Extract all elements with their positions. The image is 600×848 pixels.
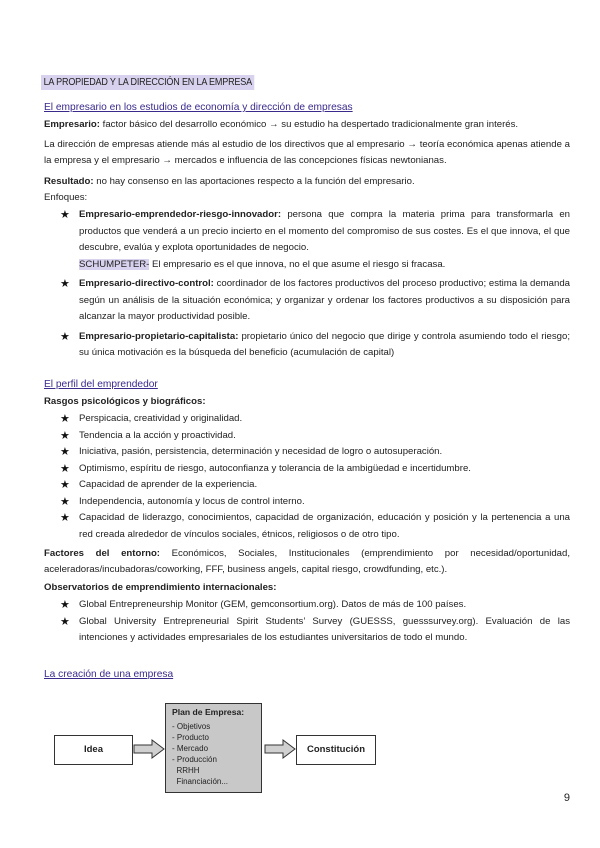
item-text: Tendencia a la acción y proactividad. [79,429,236,441]
item-text: persona que compra la materia prima para transformarla en productos que venderá a un precio incierto en el momento del compromiso de sus costes. Es el que innova, el que descubre, evalúa y explota oportunidades de negocio. [79,209,570,253]
term-empresario: Empresario: [44,119,100,130]
star-icon: ★ [60,495,70,508]
star-icon: ★ [60,462,70,475]
rasgos-label [44,394,570,410]
observatorios-list [60,597,570,647]
empresario-definition: factor básico del desarrollo económico → su estudio ha despertado tradicionalmente gran interés. [99,119,519,130]
plan-item: - Objetivos [172,722,211,731]
observatorios-heading: Observatorios de emprendimiento internacionales: [44,582,277,593]
plan-item: - Producto [172,733,209,742]
star-icon: ★ [60,413,70,425]
term-resultado: Resultado: [44,176,94,187]
page-title: LA PROPIEDAD Y LA DIRECCIÓN EN LA EMPRESA [41,75,255,90]
observatorios-label [44,580,570,596]
list-item [60,477,570,494]
item-text: Capacidad de aprender de la experiencia. [79,479,258,490]
star-icon: ★ [60,446,70,458]
list-item [60,444,570,461]
item-text: Global University Entrepreneurial Spirit Students’ Survey (GUESSS, guesssurvey.org). Evaluación de las intenciones y actividades empresariales de los estudiantes universitarios de todo el mundo. [79,615,570,643]
star-icon: ★ [60,209,70,221]
list-item [60,276,570,326]
paragraph-resultado [44,174,570,190]
plan-item: Financiación... [172,777,229,786]
list-item [60,411,570,428]
list-item [60,461,570,478]
star-icon: ★ [60,330,70,343]
item-term: Empresario-propietario-capitalista: [79,330,239,342]
list-item [60,494,570,511]
list-item [60,614,570,647]
star-icon: ★ [60,479,70,491]
list-item [60,510,570,543]
rasgos-list [60,411,570,543]
star-icon: ★ [60,615,70,628]
arrow-right-icon [264,739,296,759]
enfoques-list [60,207,570,362]
paragraph-direccion: La dirección de empresas atiende más al estudio de los directivos que al empresario → teoría económica apenas atiende a la empresa y el empresario → mercados e influencia de las concepciones físicas newtonianas. [44,139,570,166]
resultado-text: no hay consenso en las aportaciones respecto a la función del empresario. [93,176,415,187]
schumpeter-label: SCHUMPETER- [79,258,150,270]
section-heading-perfil: El perfil del emprendedor [44,379,158,390]
item-text: Capacidad de liderazgo, conocimientos, capacidad de organización, educación y posición y la pertenencia a una red creada alrededor de vínculos sociales, étnicos, religiosos o de otro tipo. [79,512,570,540]
paragraph-factores [44,546,570,578]
section-heading-creacion: La creación de una empresa [44,669,174,680]
star-icon: ★ [60,599,70,611]
item-text: Perspicacia, creatividad y originalidad. [79,413,243,424]
idea-box: Idea [54,735,133,765]
item-text: coordinador de los factores productivos del proceso productivo; estima la demanda según un análisis de la situación económica; y organizar y ordenar los factores productivos a su disposición para alcanzar la mayor productividad posible. [79,278,570,322]
plan-item: RRHH [172,766,200,775]
term-factores: Factores del entorno: [44,548,161,559]
list-item [60,597,570,614]
item-text: Optimismo, espíritu de riesgo, autoconfianza y tolerancia de la ambigüedad e incertidumbre. [79,462,471,474]
plan-empresa-box [165,703,262,793]
plan-title: Plan de Empresa: [172,707,245,717]
star-icon: ★ [60,512,70,524]
item-term: Empresario-directivo-control: [79,278,214,289]
item-text: Independencia, autonomía y locus de control interno. [79,495,305,507]
list-item [60,207,570,273]
item-term: Empresario-emprendedor-riesgo-innovador: [79,209,282,220]
star-icon: ★ [60,429,70,442]
factores-text: Económicos, Sociales, Institucionales (emprendimiento por necesidad/oportunidad, aceleradoras/incubadoras/coworking, FFF, business angels, capital riesgo, crowdfunding, etc.). [44,548,571,575]
list-item [60,329,570,362]
enfoques-label: Enfoques: [44,192,88,203]
rasgos-heading: Rasgos psicológicos y biográficos: [44,396,206,407]
item-text: propietario único del negocio que dirige y controla asumiendo todo el riesgo; su única motivación es la búsqueda del beneficio (acumulación de capital) [79,330,570,358]
item-text: Iniciativa, pasión, persistencia, determinación y necesidad de logro o autosuperación. [79,446,443,457]
paragraph-empresario [44,117,570,133]
section-heading-empresario: El empresario en los estudios de economía y dirección de empresas [44,102,353,113]
plan-item: - Producción [172,755,217,764]
list-item [60,428,570,445]
page-number: 9 [563,792,570,804]
plan-item: - Mercado [172,744,209,753]
star-icon: ★ [60,278,70,290]
constitucion-box: Constitución [296,735,376,765]
schumpeter-text: El empresario es el que innova, no el que asume el riesgo si fracasa. [149,258,446,270]
item-text: Global Entrepreneurship Monitor (GEM, gemconsortium.org). Datos de más de 100 países. [79,599,467,610]
arrow-right-icon [133,739,165,759]
